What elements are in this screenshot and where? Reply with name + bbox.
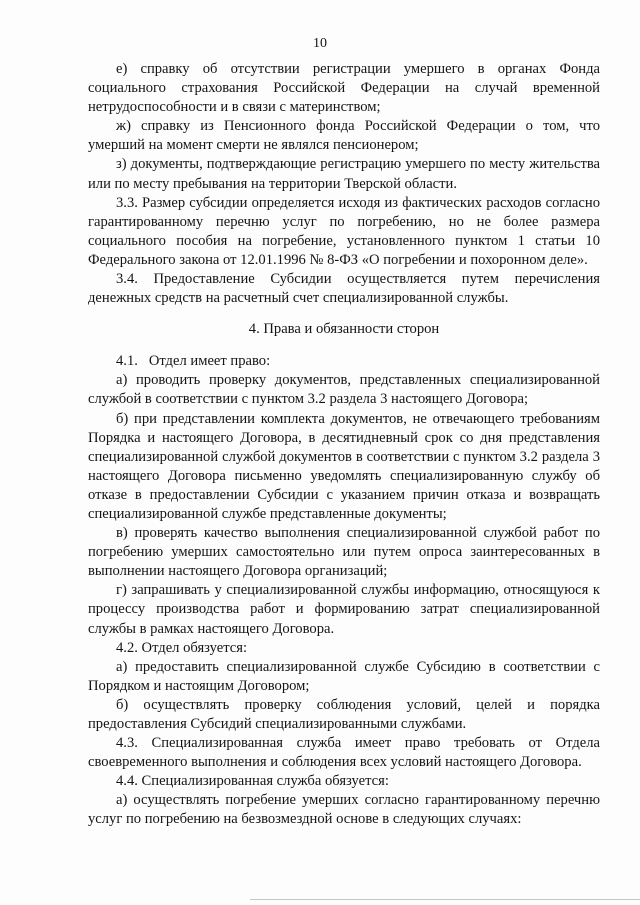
paragraph-item-zh: ж) справку из Пенсионного фонда Российской Федерации о том, что умерший на момент смерти не являлся пенсионером; [88, 118, 600, 154]
paragraph-item-e: е) справку об отсутствии регистрации умершего в органах Фонда социального страхования Российской Федерации на случай временной нетрудоспособности и в связи с материнством; [88, 61, 600, 116]
paragraph-item-z: з) документы, подтверждающие регистрацию умершего по месту жительства или по месту пребывания на территории Тверской области. [88, 156, 600, 192]
paragraph-4-4-a: а) осуществлять погребение умерших согласно гарантированному перечню услуг по погребению на безвозмездной основе в следующих случаях: [88, 792, 600, 828]
paragraph-4-2-b: б) осуществлять проверку соблюдения условий, целей и порядка предоставления Субсидий специализированными службами. [88, 696, 600, 732]
scan-edge-line [250, 899, 640, 900]
paragraph-4-2: 4.2. Отдел обязуется: [116, 639, 248, 656]
paragraph-4-1-a: а) проводить проверку документов, представленных специализированной службой в соответствии с пунктом 3.2 раздела 3 настоящего Договора; [88, 372, 600, 408]
document-body [88, 60, 600, 830]
paragraph-4-1-b: б) при представлении комплекта документов, не отвечающего требованиям Порядка и настоящего Договора, в десятидневный срок со дня представления специализированной службой документов в соответствии с пунктом 3.2 раздела 3 настоящего Договора письменно уведомлять специализированную службу об отказе в предоставлении Субсидии с указанием причин отказа и возвращать специализированной службе представленные документы; [88, 410, 600, 522]
page-number: 10 [313, 36, 327, 51]
paragraph-3-4: 3.4. Предоставление Субсидии осуществляется путем перечисления денежных средств на расчетный счет специализированной службы. [88, 271, 600, 307]
paragraph-4-1: 4.1. Отдел имеет право: [116, 353, 271, 370]
paragraph-4-1-g: г) запрашивать у специализированной службы информацию, относящуюся к процессу производства работ и формированию затрат специализированной службы в рамках настоящего Договора. [88, 582, 600, 637]
section-heading: 4. Права и обязанности сторон [248, 321, 440, 338]
paragraph-4-4: 4.4. Специализированная служба обязуется: [116, 773, 389, 790]
paragraph-3-3: 3.3. Размер субсидии определяется исходя из фактических расходов согласно гарантированному перечню услуг по погребению, но не более размера социального пособия на погребение, установленного пунктом 1 статьи 10 Федерального закона от 12.01.1996 № 8-ФЗ «О погребении и похоронном деле». [88, 194, 600, 268]
paragraph-4-3: 4.3. Специализированная служба имеет право требовать от Отдела своевременного выполнения и соблюдения всех условий настоящего Договора. [88, 735, 600, 771]
paragraph-4-2-a: а) предоставить специализированной службе Субсидию в соответствии с Порядком и настоящим Договором; [88, 658, 600, 694]
paragraph-4-1-v: в) проверять качество выполнения специализированной службой работ по погребению умерших самостоятельно или путем опроса заинтересованных в выполнении настоящего Договора организаций; [88, 525, 600, 580]
